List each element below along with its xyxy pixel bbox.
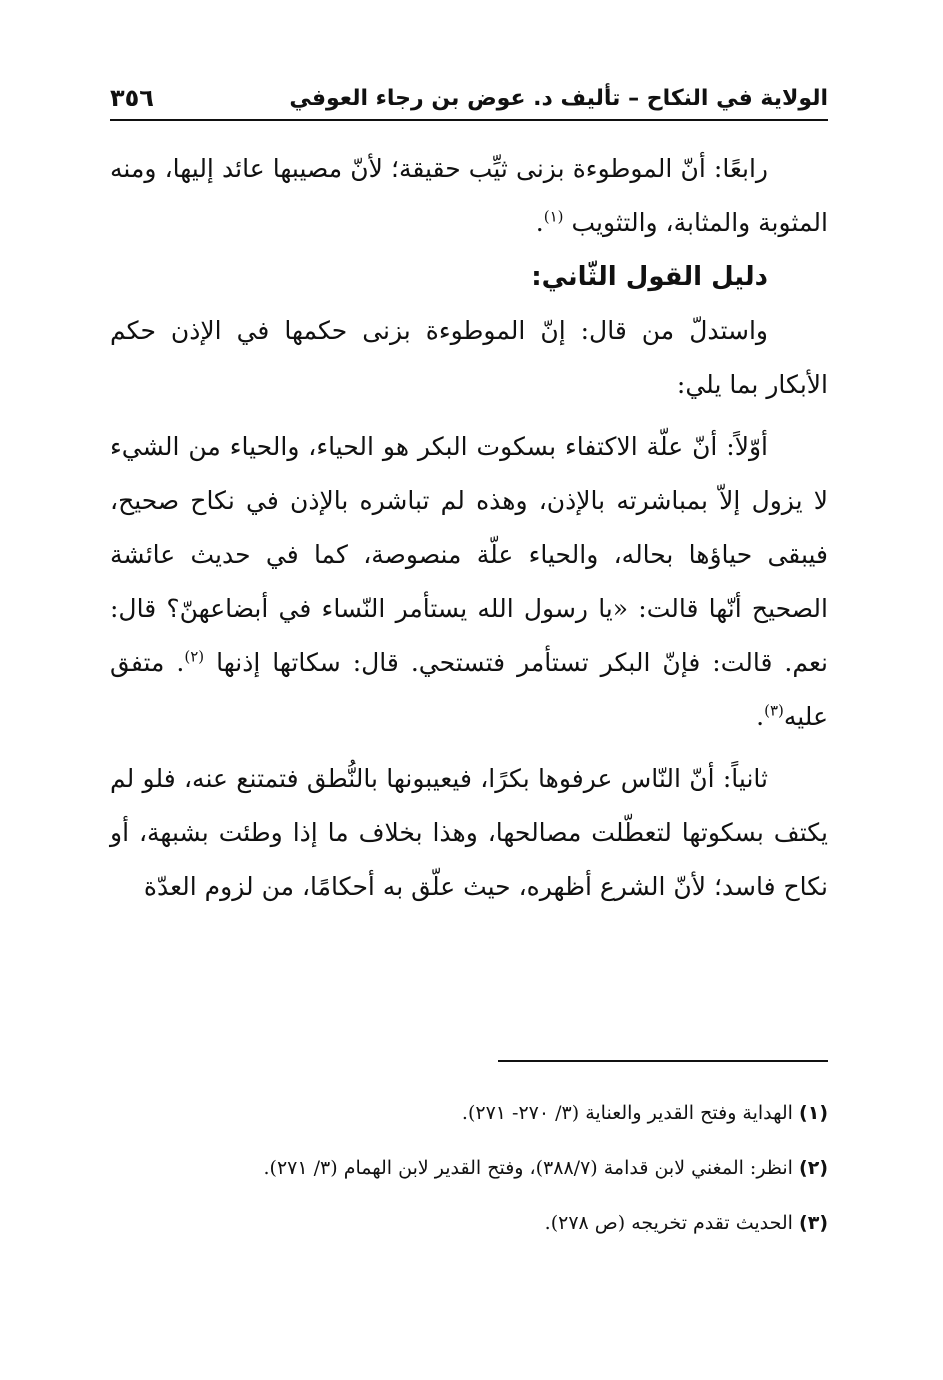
footnote-2 <box>110 1141 828 1196</box>
footnote-ref-1: (١) <box>543 207 564 226</box>
footnote-ref-2: (٢) <box>184 647 205 666</box>
footnote-1 <box>110 1086 828 1141</box>
footnote-ref-3: (٣) <box>764 701 784 720</box>
section-heading: دليل القول الثّاني: <box>531 262 768 292</box>
footnote-number: (٢) <box>799 1157 828 1179</box>
footnote-text: انظر: المغني لابن قدامة (٣٨٨/٧)، وفتح القدير لابن الهمام (٣/ ٢٧١). <box>263 1157 793 1179</box>
footnote-number: (٣) <box>799 1212 828 1234</box>
footnote-divider <box>498 1060 828 1062</box>
paragraph-first-point <box>110 420 828 744</box>
header-title: الولاية في النكاح – تأليف د. عوض بن رجاء العوفي <box>289 86 828 111</box>
paragraph-fourth-reason <box>110 142 828 250</box>
footnotes <box>110 1086 828 1251</box>
page-number: ٣٥٦ <box>110 84 154 112</box>
paragraph-second-point: ثانياً: أنّ النّاس عرفوها بكرًا، فيعيبونها بالنُّطق فتمتنع عنه، فلو لم يكتف بسكوتها لتعطّلت مصالحها، وهذا بخلاف ما إذا وطئت بشبهة، أو نكاح فاسد؛ لأنّ الشرع أظهره، حيث علّق به أحكامًا، من لزوم العدّة <box>110 764 828 901</box>
paragraph-text-continued: . متفق عليه <box>110 648 828 731</box>
footnote-3 <box>110 1196 828 1251</box>
footnote-text: الحديث تقدم تخريجه (ص ٢٧٨). <box>544 1212 793 1234</box>
paragraph-text: أوّلاً: أنّ علّة الاكتفاء بسكوت البكر هو الحياء، والحياء من الشيء لا يزول إلاّ بمباشرته بالإذن، وهذه لم تباشره بالإذن في نكاح صحيح، فيبقى حياؤها بحاله، والحياء علّة منصوصة، كما في حديث عائشة الصحيح أنّها قالت: «يا رسول الله يستأمر النّساء في أبضاعهنّ؟ قال: نعم. قالت: فإنّ البكر تستأمر فتستحي. قال: سكاتها إذنها <box>110 432 829 677</box>
paragraph-evidence-intro: واستدلّ من قال: إنّ الموطوءة بزنى حكمها في الإذن حكم الأبكار بما يلي: <box>110 316 828 399</box>
running-header <box>110 82 828 118</box>
footnote-text: الهداية وفتح القدير والعناية (٣/ ٢٧٠- ٢٧١). <box>461 1102 793 1124</box>
paragraph-end: . <box>756 702 765 731</box>
paragraph-text: رابعًا: أنّ الموطوءة بزنى ثيِّب حقيقة؛ لأنّ مصيبها عائد إليها، ومنه المثوبة والمثابة، والتثويب <box>110 154 828 237</box>
paragraph-end: . <box>535 208 544 237</box>
header-divider <box>110 119 828 121</box>
main-text <box>110 142 828 914</box>
footnote-number: (١) <box>799 1102 828 1124</box>
